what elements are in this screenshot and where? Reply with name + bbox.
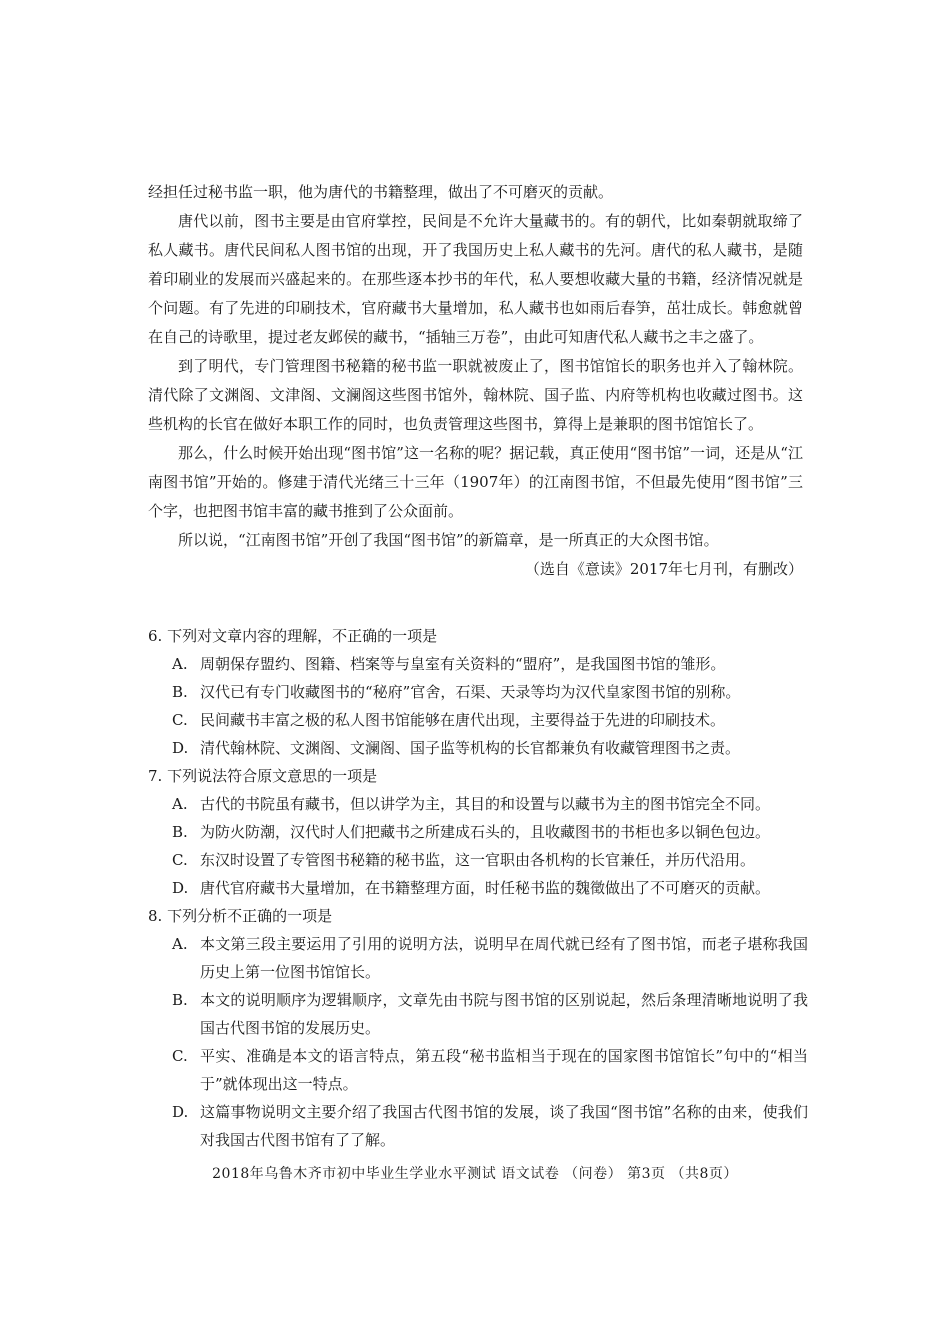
question-stem: 8. 下列分析不正确的一项是 xyxy=(148,907,333,925)
option-key: A. xyxy=(172,655,188,673)
question-stem: 7. 下列说法符合原文意思的一项是 xyxy=(148,767,378,785)
passage-source: （选自《意读》2017年七月刊，有删改） xyxy=(524,560,803,578)
option-text: 周朝保存盟约、图籍、档案等与皇室有关资料的“盟府”，是我国图书馆的雏形。 xyxy=(200,655,726,673)
option-7b xyxy=(172,818,808,846)
option-key: A. xyxy=(172,935,188,953)
option-6a xyxy=(172,650,808,678)
option-8a xyxy=(172,930,808,986)
passage-paragraph-1: 经担任过秘书监一职，他为唐代的书籍整理，做出了不可磨灭的贡献。 xyxy=(148,183,614,201)
option-key: B. xyxy=(172,683,188,701)
option-key: A. xyxy=(172,795,188,813)
option-8b xyxy=(172,986,808,1042)
option-text: 为防火防潮，汉代时人们把藏书之所建成石头的，且收藏图书的书柜也多以铜色包边。 xyxy=(200,823,771,841)
option-text: 这篇事物说明文主要介绍了我国古代图书馆的发展，谈了我国“图书馆”名称的由来，使我们对我国古代图书馆有了了解。 xyxy=(200,1103,808,1149)
passage-paragraph-5: 所以说，“江南图书馆”开创了我国“图书馆”的新篇章，是一所真正的大众图书馆。 xyxy=(178,531,719,549)
option-key: B. xyxy=(172,991,188,1009)
option-8c xyxy=(172,1042,808,1098)
passage-paragraph-4: 那么，什么时候开始出现“图书馆”这一名称的呢？据记载，真正使用“图书馆”一词，还是从“江南图书馆”开始的。修建于清代光绪三十三年（1907年）的江南图书馆，不但最先使用“图书馆”三个字，也把图书馆丰富的藏书推到了公众面前。 xyxy=(148,444,803,520)
option-text: 本文的说明顺序为逻辑顺序，文章先由书院与图书馆的区别说起，然后条理清晰地说明了我国古代图书馆的发展历史。 xyxy=(200,991,808,1037)
option-text: 民间藏书丰富之极的私人图书馆能够在唐代出现，主要得益于先进的印刷技术。 xyxy=(200,711,726,729)
option-key: D. xyxy=(172,739,189,757)
option-text: 唐代官府藏书大量增加，在书籍整理方面，时任秘书监的魏徵做出了不可磨灭的贡献。 xyxy=(200,879,771,897)
page-footer: 2018年乌鲁木齐市初中毕业生学业水平测试 语文试卷 （问卷） 第3页 （共8页） xyxy=(212,1166,738,1182)
option-text: 平实、准确是本文的语言特点，第五段“秘书监相当于现在的国家图书馆馆长”句中的“相当于”就体现出这一特点。 xyxy=(200,1047,808,1093)
question-6 xyxy=(148,622,808,762)
option-key: B. xyxy=(172,823,188,841)
option-7d xyxy=(172,874,808,902)
option-key: C. xyxy=(172,1047,188,1065)
passage-paragraph-3: 到了明代，专门管理图书秘籍的秘书监一职就被废止了，图书馆馆长的职务也并入了翰林院。清代除了文渊阁、文津阁、文澜阁这些图书馆外，翰林院、国子监、内府等机构也收藏过图书。这些机构的长官在做好本职工作的同时，也负责管理这些图书，算得上是兼职的图书馆馆长了。 xyxy=(148,357,803,433)
question-list xyxy=(148,622,808,1154)
option-6d xyxy=(172,734,808,762)
option-7c xyxy=(172,846,808,874)
option-8d xyxy=(172,1098,808,1154)
option-text: 清代翰林院、文渊阁、文澜阁、国子监等机构的长官都兼负有收藏管理图书之责。 xyxy=(200,739,741,757)
option-text: 汉代已有专门收藏图书的“秘府”官舍，石渠、天录等均为汉代皇家图书馆的别称。 xyxy=(200,683,741,701)
option-key: D. xyxy=(172,879,189,897)
option-6c xyxy=(172,706,808,734)
reading-passage xyxy=(148,178,803,584)
option-6b xyxy=(172,678,808,706)
question-8 xyxy=(148,902,808,1154)
passage-paragraph-2: 唐代以前，图书主要是由官府掌控，民间是不允许大量藏书的。有的朝代，比如秦朝就取缔了私人藏书。唐代民间私人图书馆的出现，开了我国历史上私人藏书的先河。唐代的私人藏书，是随着印刷业的发展而兴盛起来的。在那些逐本抄书的年代，私人要想收藏大量的书籍，经济情况就是个问题。有了先进的印刷技术，官府藏书大量增加，私人藏书也如雨后春笋，茁壮成长。韩愈就曾在自己的诗歌里，提过老友邺侯的藏书，“插轴三万卷”，由此可知唐代私人藏书之丰之盛了。 xyxy=(148,212,803,346)
option-text: 东汉时设置了专管图书秘籍的秘书监，这一官职由各机构的长官兼任，并历代沿用。 xyxy=(200,851,756,869)
option-7a xyxy=(172,790,808,818)
option-text: 古代的书院虽有藏书，但以讲学为主，其目的和设置与以藏书为主的图书馆完全不同。 xyxy=(200,795,771,813)
option-key: D. xyxy=(172,1103,189,1121)
option-text: 本文第三段主要运用了引用的说明方法，说明早在周代就已经有了图书馆，而老子堪称我国历史上第一位图书馆馆长。 xyxy=(200,935,808,981)
option-key: C. xyxy=(172,711,188,729)
option-key: C. xyxy=(172,851,188,869)
question-7 xyxy=(148,762,808,902)
question-stem: 6. 下列对文章内容的理解，不正确的一项是 xyxy=(148,627,438,645)
